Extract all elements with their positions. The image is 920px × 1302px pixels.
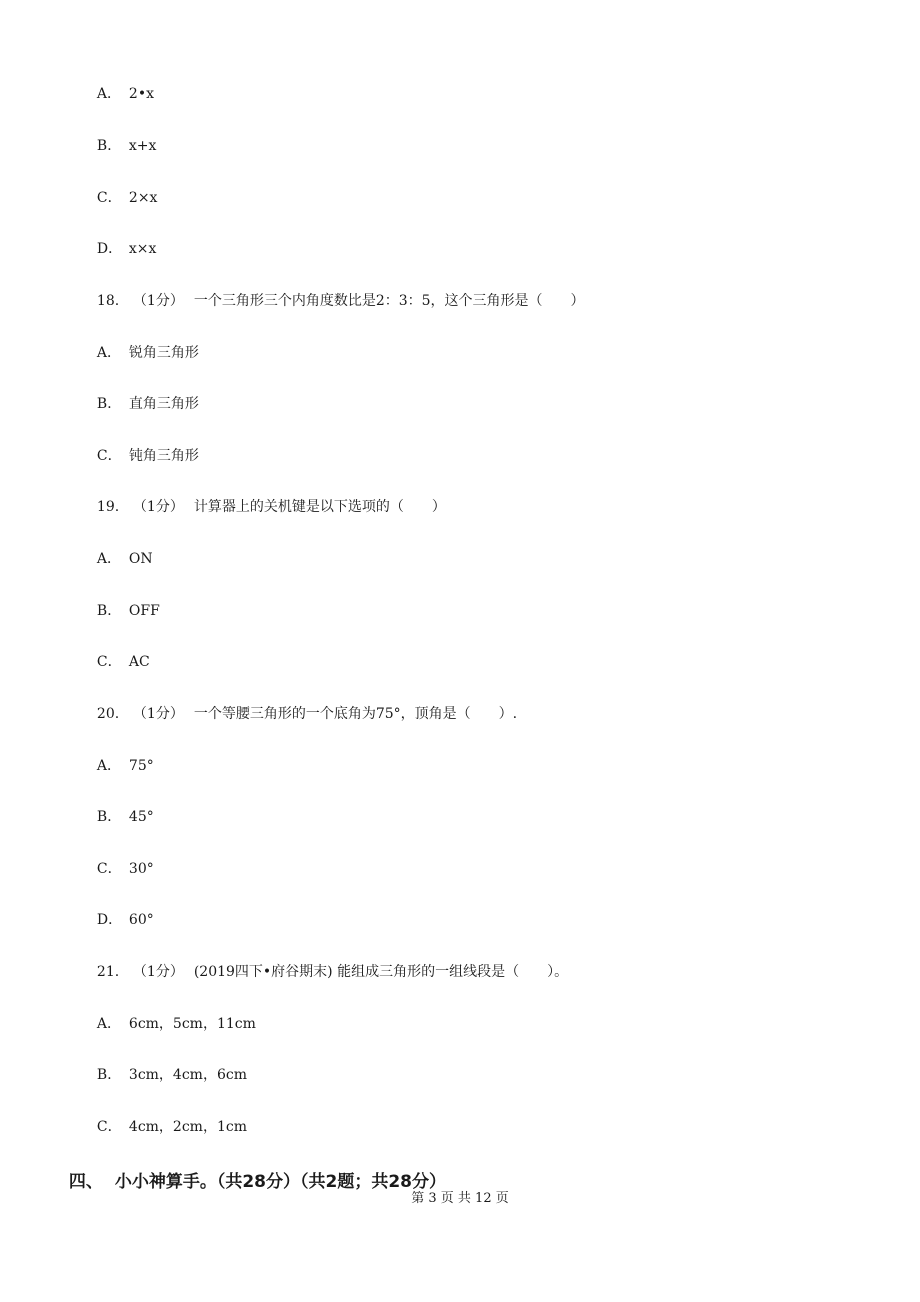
page-footer: 第 3 页 共 12 页 — [411, 1191, 509, 1206]
option-letter: B． — [96, 603, 122, 619]
q18-option-b — [88, 374, 199, 414]
q17-option-c — [88, 168, 157, 208]
option-text: 60° — [128, 912, 154, 928]
option-letter: C． — [96, 190, 122, 206]
option-text: x×x — [128, 241, 157, 257]
question-21 — [88, 942, 568, 982]
q20-option-a — [88, 736, 154, 776]
q19-option-b — [88, 581, 160, 621]
question-19 — [88, 477, 446, 517]
q19-option-c — [88, 632, 150, 672]
q21-option-a — [88, 994, 256, 1034]
option-letter: C． — [96, 654, 122, 670]
q21-option-c — [88, 1097, 247, 1137]
question-text: 计算器上的关机键是以下选项的（ ） — [193, 499, 446, 515]
option-letter: A． — [96, 758, 122, 774]
option-text: 3cm，4cm，6cm — [128, 1067, 247, 1083]
option-text: 锐角三角形 — [128, 345, 199, 361]
option-letter: D． — [96, 912, 123, 928]
option-letter: C． — [96, 1119, 122, 1135]
option-text: AC — [128, 654, 150, 670]
question-number: 21. — [96, 964, 120, 980]
option-text: ON — [128, 551, 153, 567]
option-text: OFF — [128, 603, 160, 619]
q18-option-c — [88, 426, 199, 466]
question-score: （1分） — [132, 706, 184, 722]
option-letter: D． — [96, 241, 123, 257]
q17-option-b — [88, 116, 156, 156]
option-text: 4cm，2cm，1cm — [128, 1119, 247, 1135]
option-letter: C． — [96, 448, 122, 464]
option-text: x+x — [128, 138, 157, 154]
section-heading — [57, 1146, 446, 1194]
question-number: 18. — [96, 293, 120, 309]
option-text: 钝角三角形 — [128, 448, 199, 464]
q21-option-b — [88, 1045, 247, 1085]
option-text: 直角三角形 — [128, 396, 199, 412]
option-text: 2×x — [128, 190, 158, 206]
option-letter: B． — [96, 138, 122, 154]
option-letter: C． — [96, 861, 122, 877]
option-letter: A． — [96, 551, 122, 567]
question-text: (2019四下•府谷期末) 能组成三角形的一组线段是（ ）。 — [193, 964, 569, 980]
q18-option-a — [88, 323, 199, 363]
question-text: 一个三角形三个内角度数比是2：3：5，这个三角形是（ ） — [193, 293, 585, 309]
q19-option-a — [88, 529, 153, 569]
q17-option-a — [88, 64, 154, 104]
option-text: 75° — [128, 758, 154, 774]
option-letter: A． — [96, 1016, 122, 1032]
q20-option-c — [88, 839, 154, 879]
option-text: 45° — [128, 809, 154, 825]
q20-option-d — [88, 890, 154, 930]
section-title: 小小神算手。（共28分）（共2题；共28分） — [114, 1172, 446, 1192]
question-20 — [88, 684, 517, 724]
option-letter: A． — [96, 86, 122, 102]
question-score: （1分） — [132, 293, 184, 309]
option-letter: B． — [96, 396, 122, 412]
question-text: 一个等腰三角形的一个底角为75°，顶角是（ ）. — [193, 706, 518, 722]
question-score: （1分） — [132, 964, 184, 980]
question-number: 19. — [96, 499, 120, 515]
option-letter: B． — [96, 809, 122, 825]
option-text: 2•x — [128, 86, 154, 102]
question-score: （1分） — [132, 499, 184, 515]
question-18 — [88, 271, 585, 311]
q20-option-b — [88, 787, 154, 827]
option-letter: A． — [96, 345, 122, 361]
section-number: 四、 — [68, 1172, 103, 1192]
option-letter: B． — [96, 1067, 122, 1083]
option-text: 30° — [128, 861, 154, 877]
question-number: 20. — [96, 706, 120, 722]
q17-option-d — [88, 219, 156, 259]
option-text: 6cm，5cm，11cm — [128, 1016, 256, 1032]
